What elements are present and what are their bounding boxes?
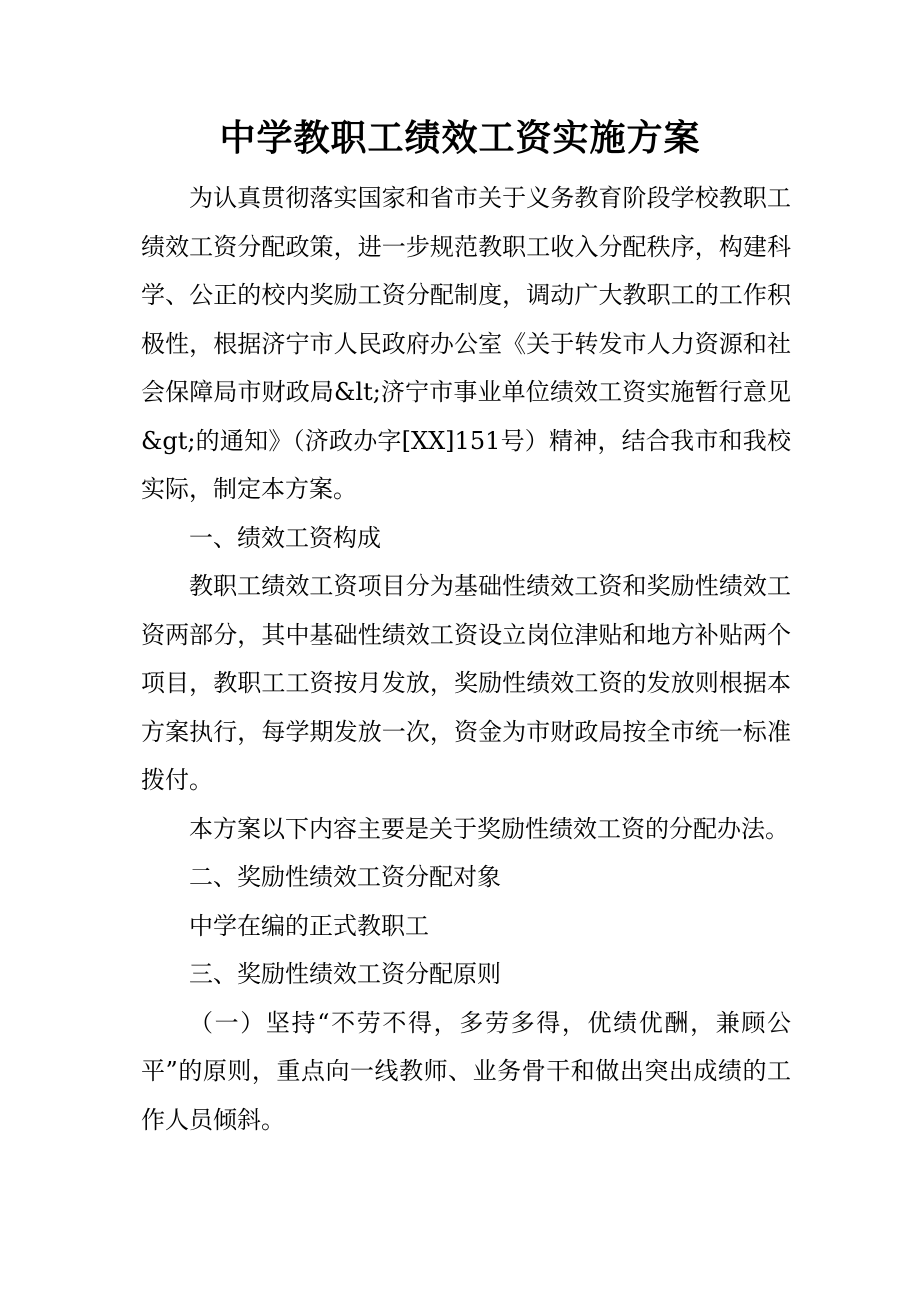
paragraph-composition: 教职工绩效工资项目分为基础性绩效工资和奖励性绩效工资两部分，其中基础性绩效工资设立岗位津贴和地方补贴两个项目，教职工工资按月发放，奖励性绩效工资的发放则根据本方案执行，每学期发放一次，资金为市财政局按全市统一标准拨付。: [141, 572, 791, 794]
document-body: [141, 174, 791, 1144]
section-heading-3: 三、奖励性绩效工资分配原则: [189, 960, 501, 988]
paragraph-scope-note: 本方案以下内容主要是关于奖励性绩效工资的分配办法。: [189, 814, 789, 843]
paragraph-target: 中学在编的正式教职工: [189, 911, 429, 940]
paragraph-intro: 为认真贯彻落实国家和省市关于义务教育阶段学校教职工绩效工资分配政策，进一步规范教职工收入分配秩序，构建科学、公正的校内奖励工资分配制度，调动广大教职工的工作积极性，根据济宁市人民政府办公室《关于转发市人力资源和社会保障局市财政局&lt;济宁市事业单位绩效工资实施暂行意见&gt;的通知》（济政办字[XX]151号）精神，结合我市和我校实际，制定本方案。: [141, 184, 791, 503]
section-heading-1: 一、绩效工资构成: [189, 523, 381, 552]
section-heading-2: 二、奖励性绩效工资分配对象: [189, 863, 501, 891]
document-title: 中学教职工绩效工资实施方案: [219, 117, 701, 159]
paragraph-principle-1: （一）坚持“不劳不得，多劳多得，优绩优酬，兼顾公平”的原则，重点向一线教师、业务骨干和做出突出成绩的工作人员倾斜。: [141, 1008, 791, 1134]
